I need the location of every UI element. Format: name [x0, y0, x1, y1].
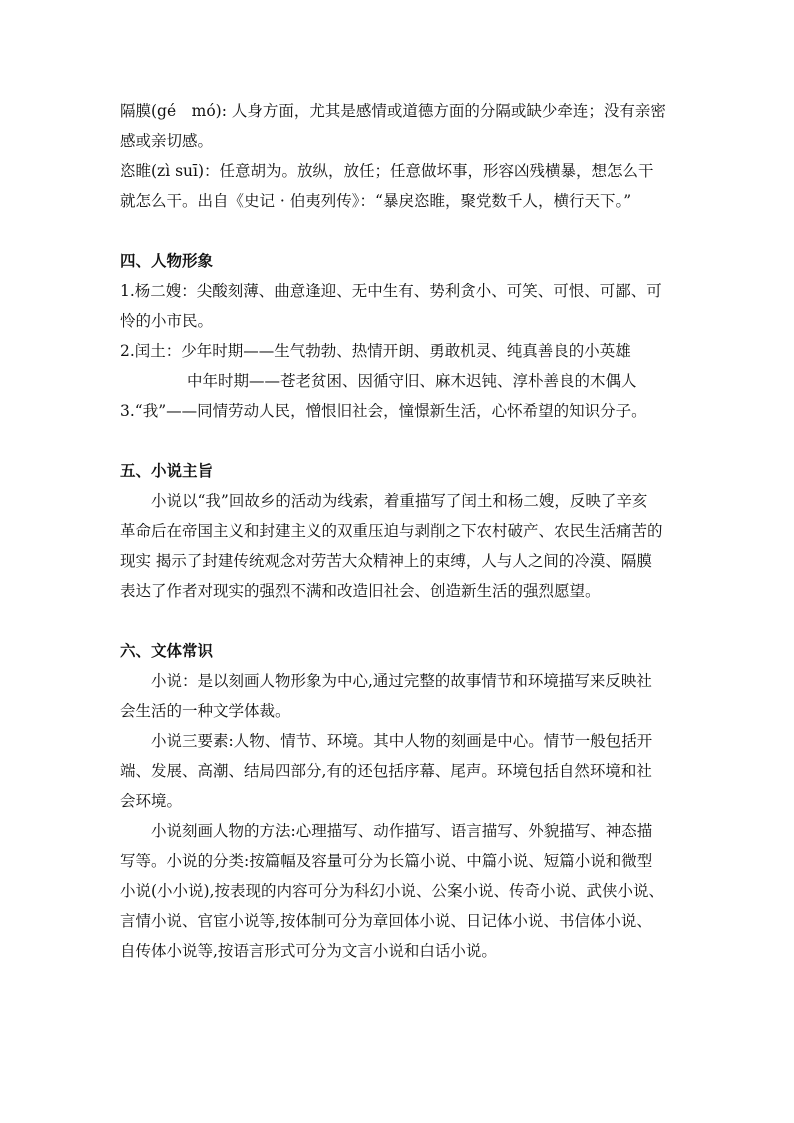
theme-line-2: 革命后在帝国主义和封建主义的双重压迫与剥削之下农村破产、农民生活痛苦的 [120, 522, 663, 540]
character-line-5: 3.“我”——同情劳动人民，憎恨旧社会，憧憬新生活，心怀希望的知识分子。 [120, 402, 647, 420]
genre-p2-line-1: 小说三要素:人物、情节、环境。其中人物的刻画是中心。情节一般包括开 [151, 732, 653, 750]
spacer [120, 426, 676, 456]
genre-p1-line-2: 会生活的一种文学体裁。 [120, 702, 291, 720]
theme-line-4: 表达了作者对现实的强烈不满和改造旧社会、创造新生活的强烈愿望。 [120, 582, 601, 600]
spacer [120, 606, 676, 636]
section-heading-characters: 四、人物形象 [120, 251, 214, 270]
character-line-1: 1.杨二嫂：尖酸刻薄、曲意逢迎、无中生有、势利贪小、可笑、可恨、可鄙、可 [120, 282, 662, 300]
section-heading-genre: 六、文体常识 [120, 641, 214, 660]
vocab-zisui-line2: 就怎么干。出自《史记 · 伯夷列传》：“暴戾恣睢，聚党数千人，横行天下。” [120, 192, 632, 210]
genre-p2-line-3: 会环境。 [120, 792, 183, 810]
theme-line-3: 现实 揭示了封建传统观念对劳苦大众精神上的束缚，人与人之间的冷漠、隔膜 [120, 552, 652, 570]
vocab-gemo-line2: 感或亲切感。 [120, 132, 214, 150]
character-line-4: 中年时期——苍老贫困、因循守旧、麻木迟钝、淳朴善良的木偶人 [187, 372, 637, 390]
character-line-3: 2.闰土：少年时期——生气勃勃、热情开朗、勇敢机灵、纯真善良的小英雄 [120, 342, 631, 360]
genre-p3-line-5: 自传体小说等,按语言形式可分为文言小说和白话小说。 [120, 942, 497, 960]
vocab-zisui-line1: 恣睢(zì suī)：任意胡为。放纵，放任；任意做坏事，形容凶残横暴，想怎么干 [120, 162, 654, 180]
spacer [120, 216, 676, 246]
genre-p3-line-3: 小说(小小说),按表现的内容可分为科幻小说、公案小说、传奇小说、武侠小说、 [120, 882, 665, 900]
character-line-2: 怜的小市民。 [120, 312, 214, 330]
vocab-gemo-line1: 隔膜(gé mó): 人身方面，尤其是感情或道德方面的分隔或缺少牵连；没有亲密 [120, 102, 666, 120]
section-heading-theme: 五、小说主旨 [120, 461, 214, 480]
genre-p3-line-4: 言情小说、官宦小说等,按体制可分为章回体小说、日记体小说、书信体小说、 [120, 912, 652, 930]
genre-p3-line-1: 小说刻画人物的方法:心理描写、动作描写、语言描写、外貌描写、神态描 [151, 822, 653, 840]
theme-line-1: 小说以“我”回故乡的活动为线索，着重描写了闰土和杨二嫂，反映了辛亥 [151, 492, 648, 510]
document-page [120, 96, 676, 966]
genre-p3-line-2: 写等。小说的分类:按篇幅及容量可分为长篇小说、中篇小说、短篇小说和微型 [120, 852, 653, 870]
genre-p2-line-2: 端、发展、高潮、结局四部分,有的还包括序幕、尾声。环境包括自然环境和社 [120, 762, 652, 780]
genre-p1-line-1: 小说：是以刻画人物形象为中心,通过完整的故事情节和环境描写来反映社 [151, 672, 652, 690]
